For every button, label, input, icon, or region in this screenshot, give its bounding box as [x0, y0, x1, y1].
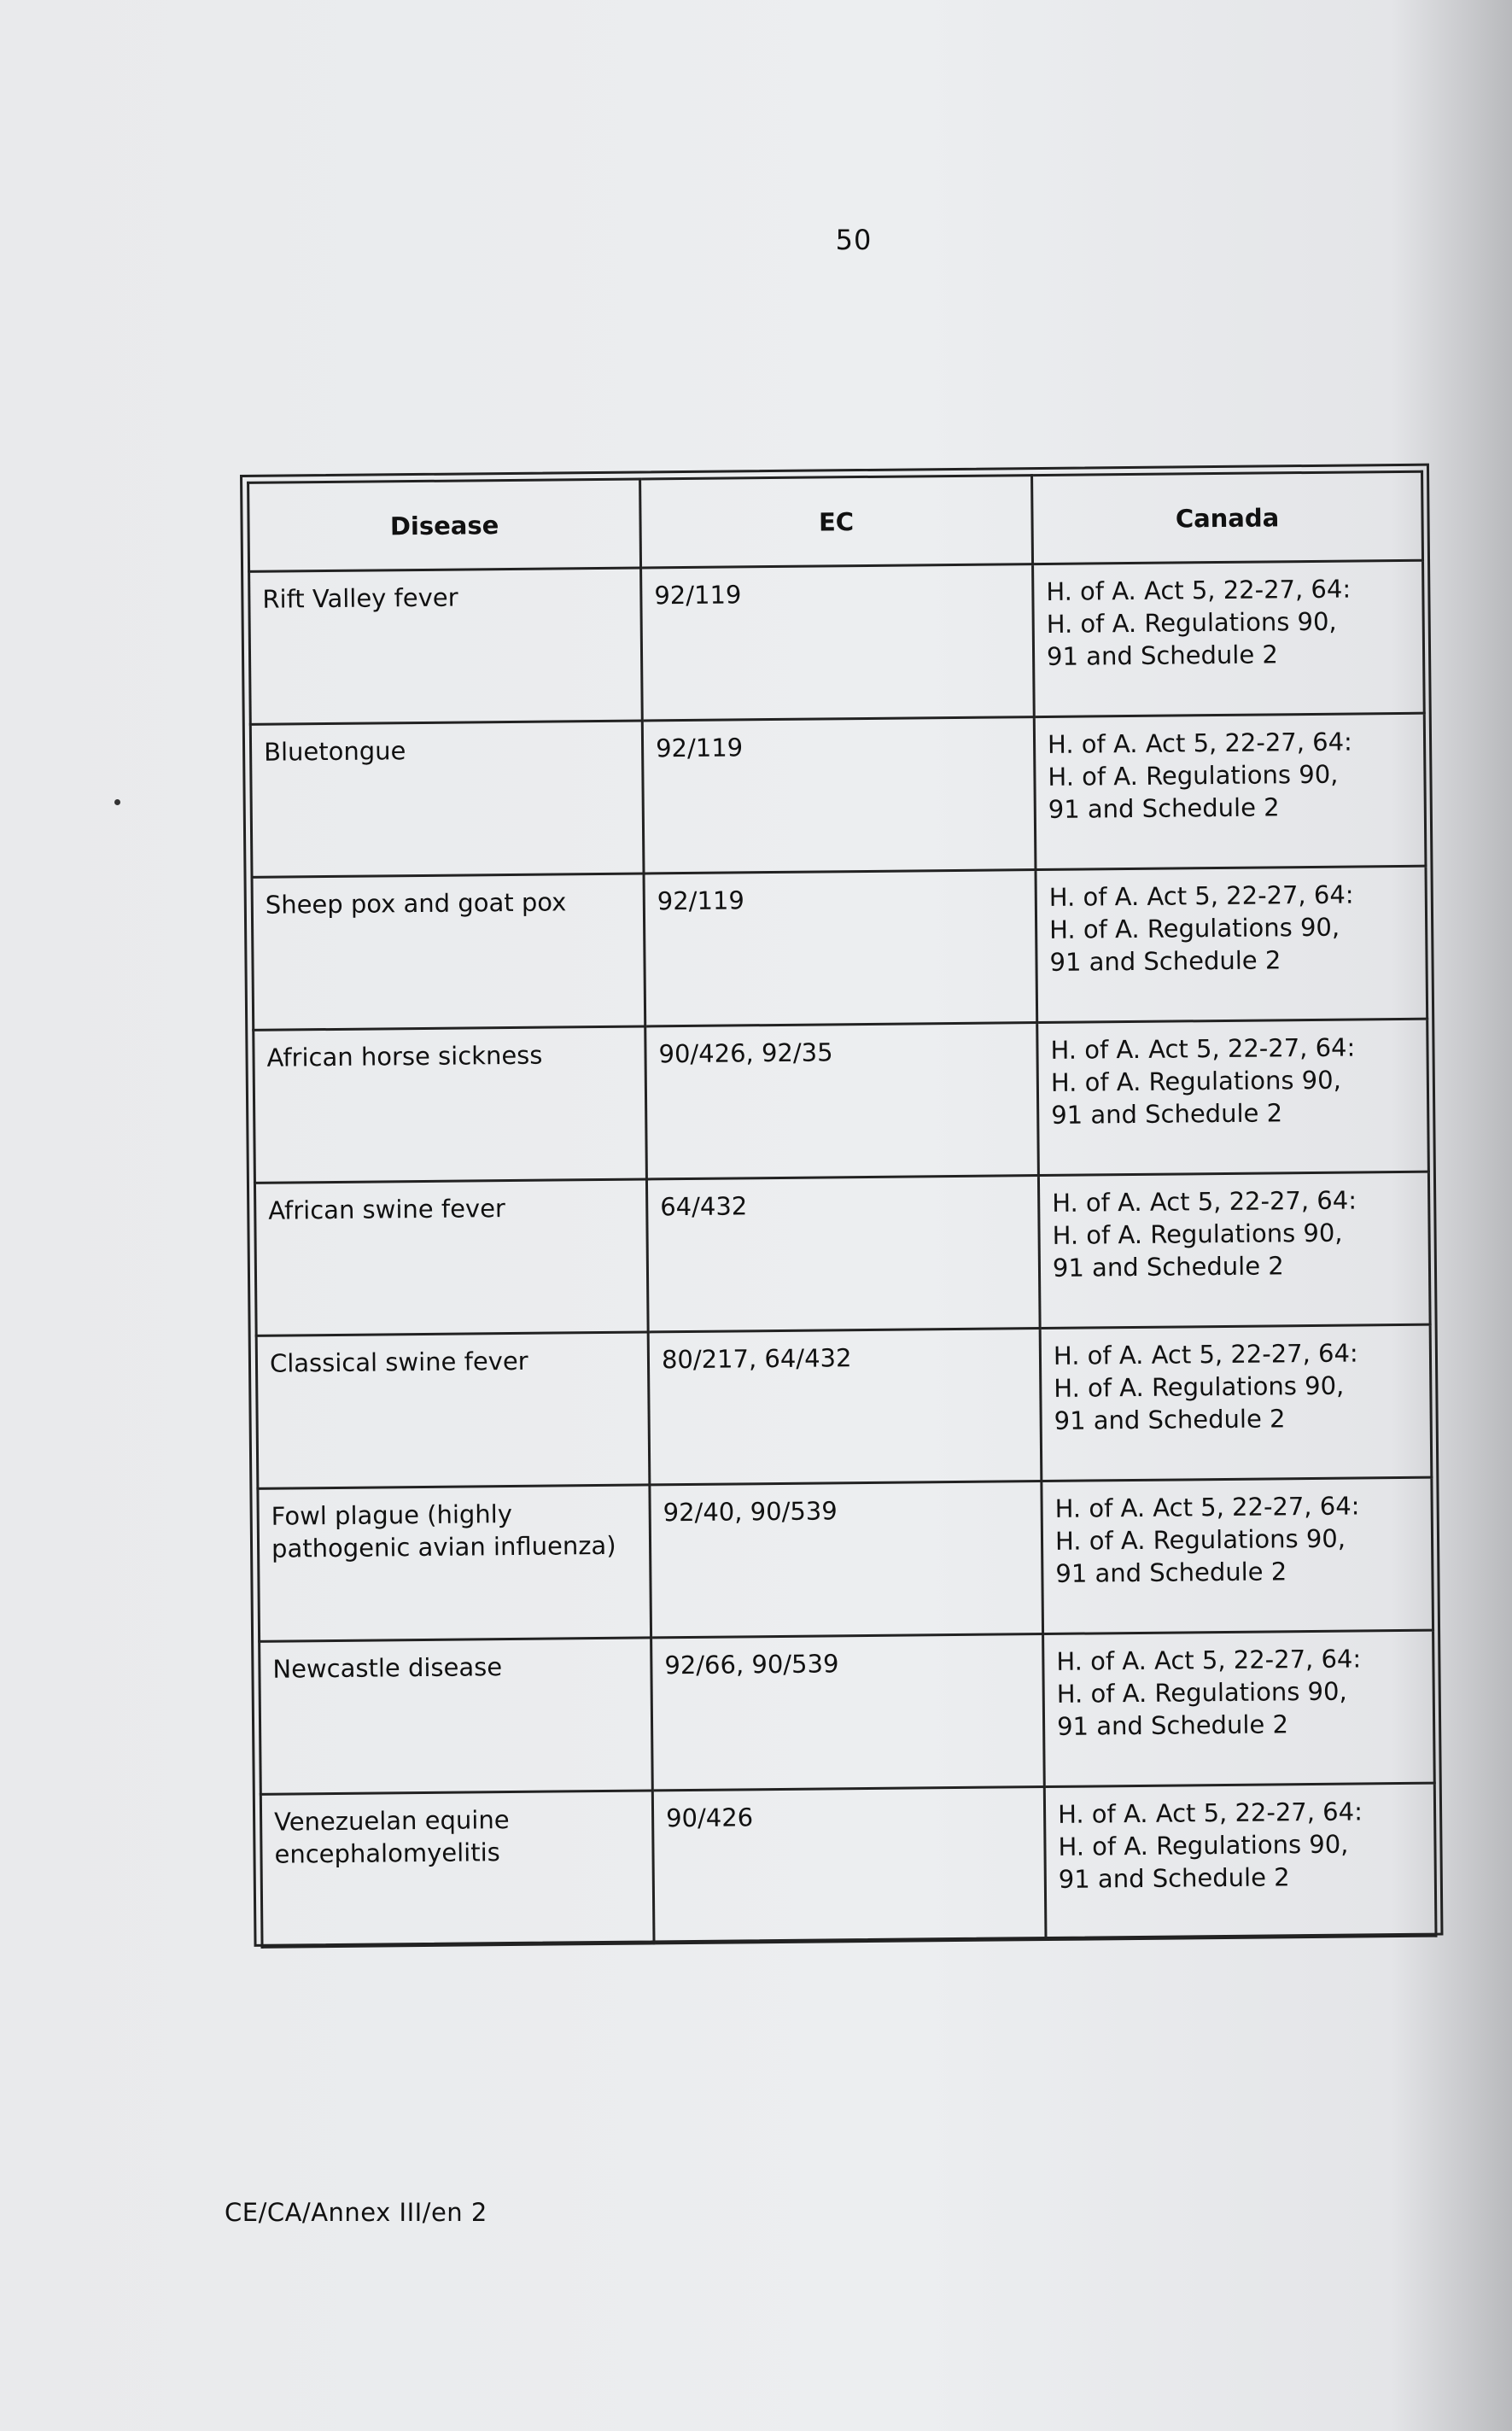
canada-cell: H. of A. Act 5, 22-27, 64: H. of A. Regulations 90, 91 and Schedule 2 — [1043, 1630, 1435, 1786]
disease-cell: Venezuelan equine encephalomyelitis — [260, 1791, 654, 1947]
ec-cell: 92/119 — [644, 870, 1037, 1026]
table-row — [254, 1172, 1430, 1335]
table-row — [252, 866, 1427, 1030]
canada-cell: H. of A. Act 5, 22-27, 64: H. of A. Regulations 90, 91 and Schedule 2 — [1040, 1324, 1432, 1481]
disease-table-frame — [240, 464, 1443, 1947]
canada-cell: H. of A. Act 5, 22-27, 64: H. of A. Regulations 90, 91 and Schedule 2 — [1038, 1172, 1430, 1328]
disease-cell: African swine fever — [254, 1179, 648, 1335]
table-row — [249, 560, 1425, 724]
canada-cell: H. of A. Act 5, 22-27, 64: H. of A. Regulations 90, 91 and Schedule 2 — [1036, 866, 1427, 1022]
disease-cell: Bluetongue — [250, 721, 644, 877]
scan-speck — [114, 799, 120, 805]
header-ec: EC — [640, 476, 1033, 568]
header-canada: Canada — [1032, 471, 1423, 564]
ec-cell: 92/66, 90/539 — [651, 1634, 1045, 1791]
ec-cell: 92/119 — [642, 717, 1036, 874]
disease-cell: Rift Valley fever — [249, 568, 643, 724]
document-reference: CE/CA/Annex III/en 2 — [225, 2198, 487, 2227]
table-row — [250, 713, 1426, 877]
ec-cell: 92/119 — [641, 564, 1035, 721]
disease-cell: Classical swine fever — [256, 1332, 650, 1488]
canada-cell: H. of A. Act 5, 22-27, 64: H. of A. Regulations 90, 91 and Schedule 2 — [1033, 560, 1425, 716]
table-row — [258, 1477, 1433, 1641]
table-row — [256, 1324, 1432, 1488]
ec-cell: 90/426, 92/35 — [645, 1023, 1039, 1179]
ec-cell: 80/217, 64/432 — [648, 1329, 1042, 1485]
canada-cell: H. of A. Act 5, 22-27, 64: H. of A. Regulations 90, 91 and Schedule 2 — [1044, 1783, 1436, 1939]
table-header-row — [248, 471, 1423, 571]
ec-cell: 92/40, 90/539 — [650, 1481, 1043, 1638]
disease-cell: Fowl plague (highly pathogenic avian influenza) — [258, 1485, 651, 1641]
canada-cell: H. of A. Act 5, 22-27, 64: H. of A. Regulations 90, 91 and Schedule 2 — [1034, 713, 1426, 869]
ec-cell: 64/432 — [646, 1176, 1040, 1332]
table-row — [260, 1783, 1436, 1947]
header-disease: Disease — [248, 479, 641, 571]
disease-cell: African horse sickness — [254, 1026, 647, 1183]
disease-table — [247, 470, 1437, 1949]
disease-cell: Newcastle disease — [260, 1638, 653, 1794]
canada-cell: H. of A. Act 5, 22-27, 64: H. of A. Regulations 90, 91 and Schedule 2 — [1037, 1019, 1429, 1175]
page-number: 50 — [835, 224, 873, 256]
disease-cell: Sheep pox and goat pox — [252, 874, 645, 1030]
table-row — [260, 1630, 1435, 1794]
canada-cell: H. of A. Act 5, 22-27, 64: H. of A. Regulations 90, 91 and Schedule 2 — [1042, 1477, 1433, 1633]
ec-cell: 90/426 — [652, 1787, 1046, 1943]
table-row — [254, 1019, 1429, 1183]
